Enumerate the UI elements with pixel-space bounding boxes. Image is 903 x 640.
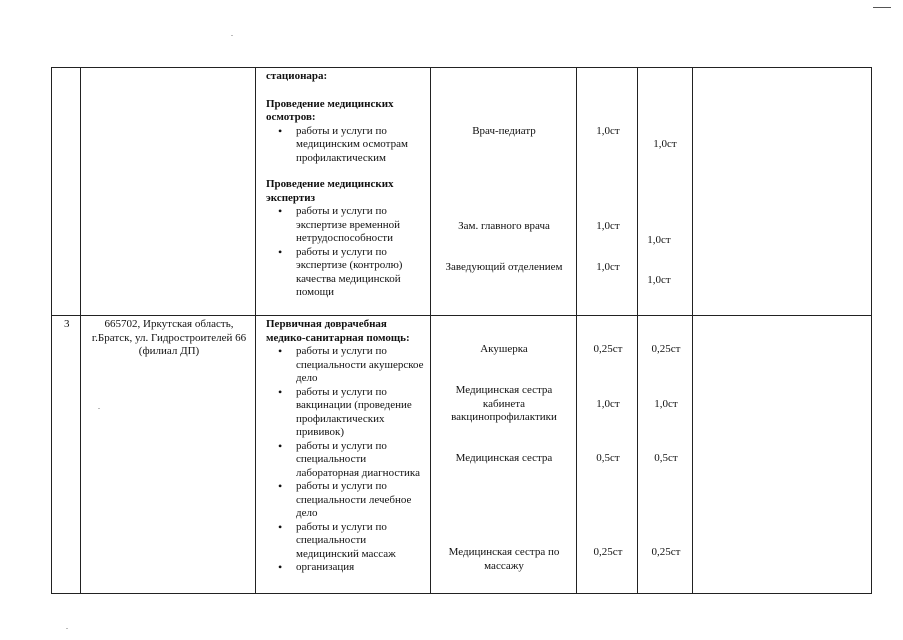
services-lead: стационара: xyxy=(266,70,328,82)
list-item: • работы и услуги по специальности лечебное дело xyxy=(266,480,426,521)
section-title: Проведение медицинских экспертиз xyxy=(266,178,394,204)
list-item: • работы и услуги по вакцинации (проведение профилактических прививок) xyxy=(266,386,426,440)
cell-positions xyxy=(431,68,577,316)
cell-positions xyxy=(431,316,577,594)
license-table xyxy=(51,67,872,594)
rate-value: 1,0ст xyxy=(596,398,620,410)
cell-rate-b xyxy=(638,68,693,316)
table-row-continuation xyxy=(52,68,872,316)
cell-services xyxy=(256,316,431,594)
position-text: Акушерка xyxy=(480,343,528,355)
position-text: Врач-педиатр xyxy=(472,125,536,137)
rate-value: 0,25ст xyxy=(593,546,623,558)
list-item: • работы и услуги по медицинским осмотрам профилактическим xyxy=(266,125,426,166)
cell-notes xyxy=(693,68,872,316)
position-text: Медицинская сестра по массажу xyxy=(448,546,560,572)
address-text: 665702, Иркутская область, г.Братск, ул. Гидростроителей 66 (филиал ДП) xyxy=(91,318,247,357)
rate-value: 0,25ст xyxy=(651,343,681,355)
cell-notes xyxy=(693,316,872,594)
position-text: Зам. главного врача xyxy=(458,220,550,232)
scan-corner-mark xyxy=(873,7,891,8)
list-item: • работы и услуги по экспертизе временной нетрудоспособности xyxy=(266,205,426,246)
list-item: • работы и услуги по экспертизе (контролю) качества медицинской помощи xyxy=(266,246,426,300)
rate-value: 1,0ст xyxy=(647,234,671,246)
rate-value: 0,5ст xyxy=(596,452,620,464)
rate-value: 0,25ст xyxy=(651,546,681,558)
rate-value: 1,0ст xyxy=(596,220,620,232)
list-item: • организация xyxy=(266,561,426,575)
rate-value: 0,5ст xyxy=(654,452,678,464)
rate-value: 1,0ст xyxy=(596,261,620,273)
scan-speck xyxy=(66,628,68,629)
cell-address xyxy=(81,316,256,594)
list-item: • работы и услуги по специальности акушерское дело xyxy=(266,345,426,386)
position-text: Медицинская сестра кабинета вакцинопрофилактики xyxy=(451,384,557,423)
section-title: Первичная доврачебная медико-санитарная помощь: xyxy=(266,318,410,344)
cell-services xyxy=(256,68,431,316)
position-text: Заведующий отделением xyxy=(445,261,563,273)
section-title: Проведение медицинских осмотров: xyxy=(266,97,394,123)
rate-value: 1,0ст xyxy=(654,398,678,410)
rate-value: 0,25ст xyxy=(593,343,623,355)
cell-number xyxy=(52,316,81,594)
table-row-3 xyxy=(52,316,872,594)
list-item: • работы и услуги по специальности медицинский массаж xyxy=(266,521,426,562)
cell-number xyxy=(52,68,81,316)
cell-rate-a xyxy=(577,68,638,316)
list-item: • работы и услуги по специальности лабораторная диагностика xyxy=(266,440,426,481)
position-text: Медицинская сестра xyxy=(455,452,553,464)
cell-rate-b xyxy=(638,316,693,594)
cell-address xyxy=(81,68,256,316)
rate-value: 1,0ст xyxy=(596,125,620,137)
rate-value: 1,0ст xyxy=(653,138,677,150)
rate-value: 1,0ст xyxy=(647,274,671,286)
scan-speck xyxy=(231,35,233,36)
cell-rate-a xyxy=(577,316,638,594)
row-number: 3 xyxy=(64,318,70,330)
